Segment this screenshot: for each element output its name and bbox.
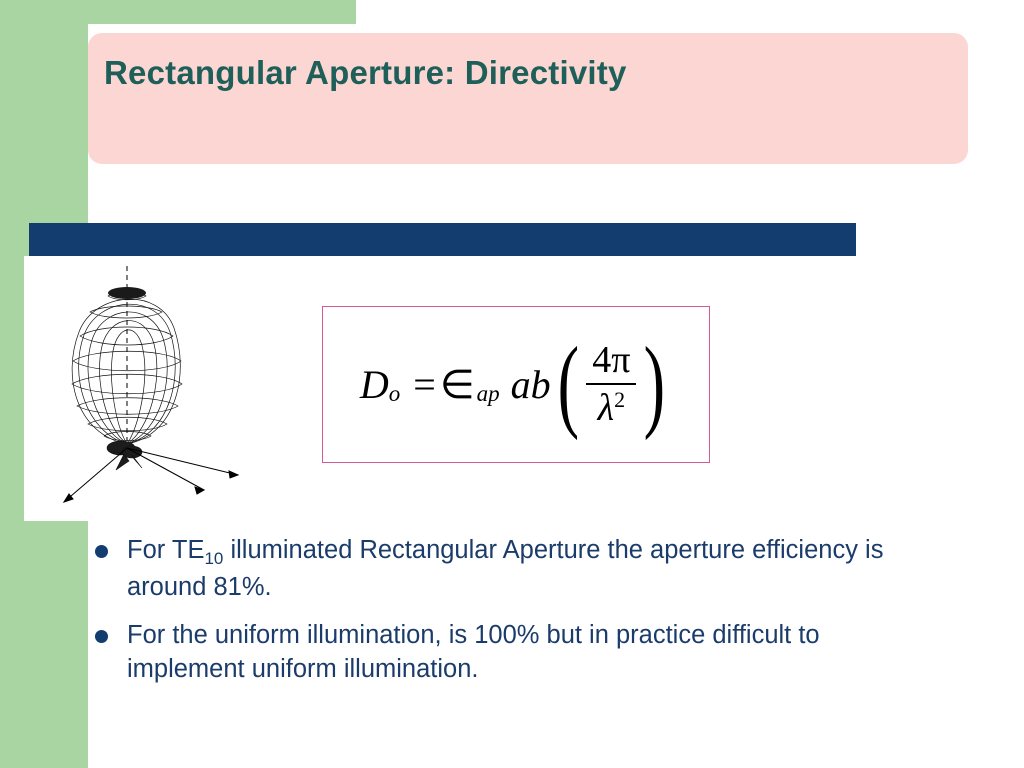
directivity-equation-box [322,306,710,463]
equation-epsilon: ∈ [439,362,475,407]
divider-bar [29,223,856,256]
bullet-text-2: For the uniform illumination, is 100% but in practice difficult to implement uniform illumination. [127,620,820,683]
bullet-1-post: illuminated Rectangular Aperture the aperture efficiency is around 81%. [127,536,884,601]
equation-exponent: 2 [614,386,626,412]
equation-symbol-D: D [359,362,389,407]
list-item [95,619,955,687]
bullet-1-pre: For TE [127,536,205,564]
equation-numerator: 4π [592,338,631,381]
radiation-pattern-figure [24,256,264,521]
bullet-list [95,534,955,700]
page-title: Rectangular Aperture: Directivity [104,54,627,91]
equation-sub-o: o [388,380,401,406]
equation-equals: = [413,362,436,407]
equation-denominator [592,385,631,430]
equation-lambda: λ [597,386,615,429]
bullet-text-1 [127,534,927,605]
list-item [95,534,955,605]
directivity-equation [359,326,672,442]
equation-fraction [586,338,636,430]
equation-ab: ab [510,362,551,407]
top-accent-band [0,0,356,24]
bullet-dot-icon [95,630,108,643]
bullet-dot-icon [95,545,108,558]
bullet-1-sub: 10 [204,549,224,569]
equation-sub-ap: ap [476,380,500,406]
radiation-pattern-svg [24,256,264,521]
equation-left-paren: ( [557,326,579,442]
equation-right-paren: ) [644,326,666,442]
